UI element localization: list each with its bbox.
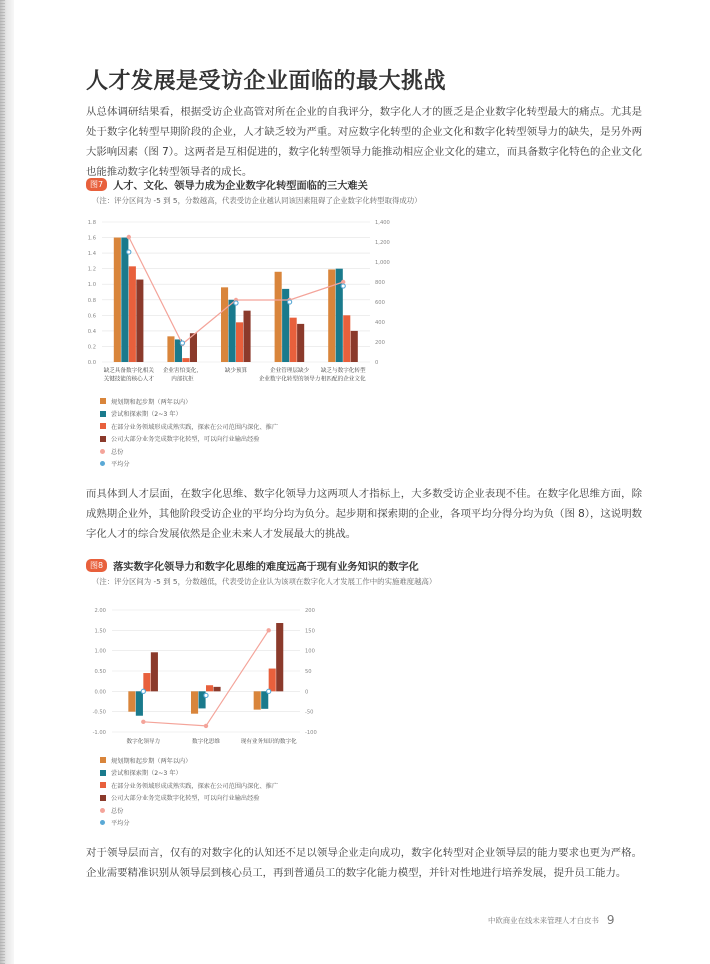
- fig7-legend-label: 公司大部分业务完成数字化转型，可以向行业输出经验: [111, 436, 260, 444]
- fig8-y-tick: 2.00: [94, 608, 106, 614]
- fig8-y2-tick: 100: [305, 648, 315, 655]
- fig8-bar: [261, 691, 268, 708]
- fig7-legend-label: 在部分业务领域形成成熟实践，探索在公司范围内深化、推广: [111, 423, 279, 431]
- fig7-y2-tick: 1,000: [375, 260, 390, 266]
- figure7-note: （注：评分区间为 -5 到 5，分数越高，代表受访企业越认同该因素阻碍了企业数字化转型取得成功）: [92, 196, 422, 205]
- fig8-y-tick: 0.50: [94, 669, 106, 675]
- fig7-category-label: 缺少预算: [224, 368, 248, 374]
- fig8-y-tick: 1.50: [94, 628, 106, 635]
- fig7-category-label: 企业害怕变化，: [162, 368, 202, 374]
- figure7-title-text: 人才、文化、领导力成为企业数字化转型面临的三大难关: [113, 180, 368, 192]
- fig8-legend-swatch: [100, 808, 105, 813]
- fig8-legend-item: [100, 754, 278, 767]
- page-title: 人才发展是受访企业面临的最大挑战: [86, 69, 447, 94]
- fig8-bar: [128, 691, 135, 711]
- fig8-total-point: [266, 628, 270, 632]
- fig7-legend-swatch: [100, 436, 106, 442]
- fig8-legend-label: 在部分业务领域形成成熟实践，探索在公司范围内深化、推广: [111, 782, 279, 790]
- fig8-legend-item: [100, 767, 278, 780]
- fig7-y-tick: 1.6: [87, 235, 96, 242]
- fig7-legend-label: 规划期和起步期（两年以内）: [111, 398, 192, 406]
- fig8-legend-item: [100, 804, 278, 817]
- fig7-legend-item: [100, 395, 278, 408]
- fig7-average-point: [288, 300, 292, 304]
- fig8-legend-item: [100, 792, 278, 805]
- fig7-legend-swatch: [100, 461, 105, 466]
- fig8-y2-tick: 0: [305, 689, 309, 696]
- fig7-bar: [221, 287, 228, 362]
- fig7-y-tick: 0.4: [87, 328, 96, 335]
- fig7-legend-label: 平均分: [111, 461, 130, 469]
- fig7-bar: [136, 280, 143, 362]
- fig8-average-point: [141, 689, 145, 693]
- fig8-category-label: 数字化思维: [192, 739, 220, 745]
- fig8-legend-label: 规划期和起步期（两年以内）: [111, 757, 192, 765]
- fig8-y-tick: -0.50: [92, 709, 106, 716]
- fig7-y-tick: 0.2: [87, 344, 96, 351]
- fig7-legend-label: 总份: [111, 448, 124, 456]
- fig8-total-point: [204, 724, 208, 728]
- figure7-chart: [80, 212, 400, 392]
- fig8-legend-swatch: [100, 770, 106, 776]
- fig8-legend-item: [100, 817, 278, 830]
- fig8-legend-label: 尝试和探索期（2~3 年）: [111, 770, 182, 778]
- fig7-bar: [297, 324, 304, 362]
- fig7-y2-tick: 600: [375, 300, 385, 306]
- fig7-category-label: 相匹配的企业文化: [320, 376, 366, 383]
- fig8-y2-tick: 200: [305, 608, 315, 614]
- fig7-bar: [328, 269, 335, 362]
- fig7-category-label: 缺乏与数字化转型: [320, 368, 366, 374]
- fig8-legend-label: 平均分: [111, 820, 130, 828]
- fig8-legend-item: [100, 779, 278, 792]
- fig7-bar: [236, 322, 243, 362]
- fig7-category-label: 企业数字化转型的领导力: [258, 376, 321, 383]
- fig8-category-label: 数字化领导力: [126, 739, 161, 745]
- intro-paragraph: 从总体调研结果看，根据受访企业高管对所在企业的自我评分，数字化人才的匮乏是企业数字化转型最大的痛点。尤其是处于数字化转型早期阶段的企业，人才缺乏较为严重。对应数字化转型的企业文化和数字化转型领导力的缺失，是另外两大影响因素（图 7）。这两者是互相促进的，数字化转型领导力能推动相应企业文化的建立，而具备数字化特色的企业文化也能推动数字化转型领导者的成长。: [86, 106, 642, 178]
- fig7-legend-swatch: [100, 423, 106, 429]
- fig8-average-point: [204, 693, 208, 697]
- figure8-chart: [80, 600, 340, 750]
- fig7-y-tick: 1.8: [87, 220, 96, 226]
- footer-text: 中欧商业在线未来管理人才白皮书: [488, 915, 599, 925]
- fig8-y2-tick: -100: [305, 730, 317, 736]
- fig7-category-label: 缺乏具备数字化相关: [103, 368, 154, 374]
- figure8-legend: [100, 754, 278, 829]
- fig7-y2-tick: 400: [375, 320, 385, 326]
- leadership-paragraph: 对于领导层而言，仅有的对数字化的认知还不足以领导企业走向成功，数字化转型对企业领导层的能力要求也更为严格。企业需要精准识别从领导层到核心员工，再到普通员工的数字化能力模型，并针对性地进行培养发展，提升员工能力。: [86, 847, 642, 879]
- fig7-y-tick: 0.0: [87, 360, 96, 366]
- fig8-legend-swatch: [100, 757, 106, 763]
- fig7-average-point: [127, 250, 131, 254]
- fig8-average-point: [267, 689, 271, 693]
- fig7-bar: [229, 300, 236, 362]
- fig7-bar: [290, 318, 297, 362]
- fig7-bar: [167, 336, 174, 362]
- fig8-bar: [269, 669, 276, 692]
- page-footer: [488, 913, 615, 927]
- fig7-legend-item: [100, 433, 278, 446]
- fig7-bar: [275, 272, 282, 362]
- fig8-bar: [206, 685, 213, 691]
- fig8-y2-tick: 150: [305, 628, 315, 635]
- fig7-legend-item: [100, 408, 278, 421]
- fig8-bar: [276, 623, 283, 691]
- fig7-legend-item: [100, 445, 278, 458]
- fig7-bar: [351, 331, 358, 362]
- fig7-legend-item: [100, 458, 278, 471]
- figure8-note: （注：评分区间为 -5 到 5，分数越低，代表受访企业认为该项在数字化人才发展工作中的实施难度越高）: [92, 577, 437, 586]
- fig7-category-label: 关键技能的核心人才: [103, 376, 154, 383]
- fig7-y-tick: 0.8: [87, 297, 96, 304]
- fig7-y2-tick: 1,400: [375, 220, 390, 226]
- fig8-bar: [254, 691, 261, 709]
- fig7-legend-item: [100, 420, 278, 433]
- page-number: 9: [606, 913, 615, 927]
- page-binding-hatch: [0, 0, 5, 964]
- fig7-legend-swatch: [100, 398, 106, 404]
- figure8-title-text: 落实数字化领导力和数字化思维的难度远高于现有业务知识的数字化: [113, 561, 419, 573]
- fig7-legend-swatch: [100, 449, 105, 454]
- fig7-y2-tick: 1,200: [375, 240, 390, 246]
- fig7-bar: [129, 266, 136, 362]
- fig7-bar: [343, 315, 350, 362]
- fig8-y-tick: 0.00: [94, 689, 106, 696]
- fig8-bar: [191, 691, 198, 713]
- fig8-bar: [143, 673, 150, 691]
- fig7-category-label: 内部抗拒: [171, 376, 194, 383]
- fig8-legend-swatch: [100, 782, 106, 788]
- fig8-bar: [151, 652, 158, 691]
- fig8-y2-tick: 50: [305, 669, 312, 675]
- fig8-legend-swatch: [100, 820, 105, 825]
- fig7-average-point: [341, 284, 345, 288]
- fig8-total-point: [141, 720, 145, 724]
- figure8-badge: 图8: [86, 559, 107, 572]
- figure7-legend: [100, 395, 278, 470]
- fig8-y-tick: -1.00: [92, 730, 106, 736]
- fig7-bar: [121, 238, 128, 362]
- fig7-y2-tick: 200: [375, 340, 385, 346]
- fig8-y-tick: 1.00: [94, 648, 106, 655]
- figure7-badge: 图7: [86, 178, 107, 191]
- fig7-category-label: 企业管理层缺少: [270, 368, 310, 374]
- fig7-legend-label: 尝试和探索期（2~3 年）: [111, 411, 182, 419]
- fig7-average-point: [180, 341, 184, 345]
- fig8-category-label: 现有业务知识的数字化: [240, 739, 297, 745]
- fig8-legend-swatch: [100, 795, 106, 801]
- fig7-y-tick: 1.2: [87, 266, 96, 273]
- fig7-total-point: [127, 235, 131, 239]
- fig7-legend-swatch: [100, 411, 106, 417]
- fig7-y-tick: 1.4: [87, 251, 96, 258]
- fig8-legend-label: 总份: [111, 807, 124, 815]
- fig7-average-point: [234, 301, 238, 305]
- talent-paragraph: 而具体到人才层面，在数字化思维、数字化领导力这两项人才指标上，大多数受访企业表现不佳。在数字化思维方面，除成熟期企业外，其他阶段受访企业的平均分均为负分。起步期和探索期的企业，各项平均分得分均为负（图 8），这说明数字化人才的综合发展依然是企业未来人才发展最大的挑战。: [86, 488, 642, 540]
- fig7-bar: [244, 311, 251, 362]
- fig8-bar: [136, 691, 143, 715]
- fig7-y2-tick: 0: [375, 360, 379, 366]
- fig7-y-tick: 1.0: [87, 282, 96, 289]
- figure8-title: [86, 557, 419, 573]
- fig7-y2-tick: 800: [375, 280, 385, 286]
- fig8-bar: [214, 687, 221, 691]
- fig8-legend-label: 公司大部分业务完成数字化转型，可以向行业输出经验: [111, 795, 260, 803]
- fig8-y2-tick: -50: [305, 709, 314, 716]
- fig7-y-tick: 0.6: [87, 313, 96, 320]
- fig7-bar: [182, 358, 189, 362]
- figure7-title: [86, 176, 368, 192]
- fig7-bar: [114, 238, 121, 362]
